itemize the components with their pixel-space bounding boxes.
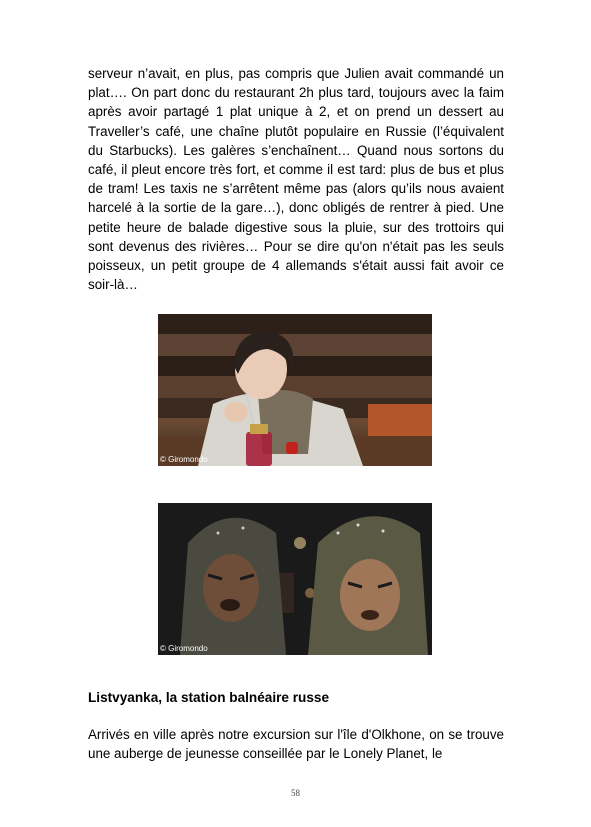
photo-credit: © Giromondo <box>160 455 208 464</box>
section-heading: Listvyanka, la station balnéaire russe <box>88 690 330 705</box>
body-paragraph: Arrivés en ville après notre excursion sur l'île d'Olkhone, on se trouve une auberge de jeunesse conseillée par le Lonely Planet, le <box>88 727 504 762</box>
photo-two-hooded-men <box>158 503 432 655</box>
photo-illustration <box>158 503 432 655</box>
body-paragraph: serveur n’avait, en plus, pas compris que Julien avait commandé un plat…. On part donc du restaurant 2h plus tard, toujours avec la faim après avoir partagé 1 plat unique à 2, et on prend un dessert au Traveller’s café, une chaîne plutôt populaire en Russie (l’équivalent du Starbucks). Les galères s’enchaînent… Quand nous sortons du café, il pleut encore très fort, et comme il est tard: plus de bus et plus de tram! Les taxis ne s’arrêtent même pas (alors qu’ils nous avaient harcelé à la sortie de la gare…), donc obligés de rentrer à pied. Une petite heure de balade digestive sous la pluie, sur des trottoirs qui sont devenus des rivières… Pour se dire qu'on n'était pas les seuls poisseux, un petit groupe de 4 allemands s'était aussi fait avoir ce soir-là… <box>88 66 504 293</box>
photo-woman-drinking <box>158 314 432 466</box>
photo-illustration <box>158 314 432 466</box>
photo-credit: © Giromondo <box>160 644 208 653</box>
page-number: 58 <box>291 788 300 798</box>
